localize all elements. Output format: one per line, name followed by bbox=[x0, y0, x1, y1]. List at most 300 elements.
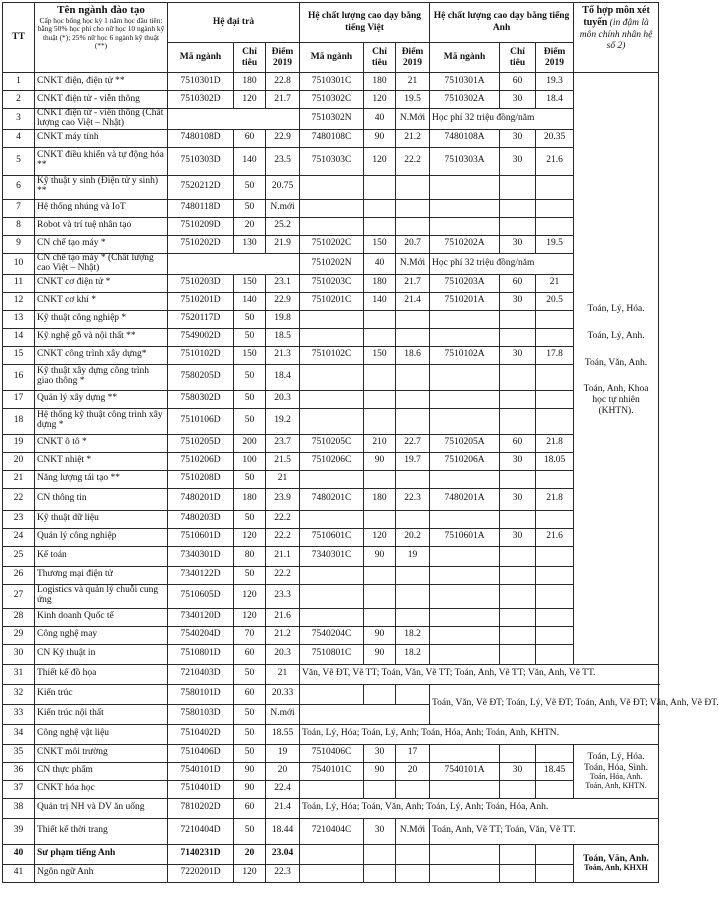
hq-en-empty bbox=[536, 175, 574, 199]
hq-vn-quota: 30 bbox=[364, 818, 396, 844]
row-number: 3 bbox=[3, 109, 35, 130]
hq-vn-score: 21.7 bbox=[396, 274, 430, 292]
major-name: Logistics và quản lý chuỗi cung ứng bbox=[35, 584, 168, 608]
regular-code: 7220201D bbox=[168, 864, 234, 882]
hq-en-score: 21.6 bbox=[536, 528, 574, 546]
regular-quota: 50 bbox=[234, 364, 266, 390]
regular-score: 20.33 bbox=[266, 684, 300, 704]
hq-en-score: 21.8 bbox=[536, 488, 574, 510]
header-vn-score: Điểm 2019 bbox=[396, 43, 430, 73]
hq-en-empty bbox=[536, 199, 574, 217]
regular-code: 7480201D bbox=[168, 488, 234, 510]
hq-en-empty bbox=[430, 644, 500, 664]
regular-score: 23.1 bbox=[266, 274, 300, 292]
hq-en-empty bbox=[430, 470, 500, 488]
regular-quota: 120 bbox=[234, 528, 266, 546]
hq-en-empty bbox=[500, 390, 536, 408]
row-number: 4 bbox=[3, 129, 35, 147]
regular-score: 18.5 bbox=[266, 328, 300, 346]
table-row bbox=[3, 818, 659, 844]
hq-en-empty bbox=[500, 744, 536, 762]
hq-vn-empty bbox=[364, 408, 396, 434]
header-regular-score: Điểm 2019 bbox=[266, 43, 300, 73]
regular-quota: 50 bbox=[234, 390, 266, 408]
major-name: Quản lý xây dựng ** bbox=[35, 390, 168, 408]
hq-en-score: 19.5 bbox=[536, 235, 574, 253]
hq-en-code: 7510303A bbox=[430, 147, 500, 175]
hq-en-empty bbox=[536, 864, 574, 882]
hq-vn-empty bbox=[396, 217, 430, 235]
regular-code: 7580302D bbox=[168, 390, 234, 408]
major-name: Quản lý công nghiệp bbox=[35, 528, 168, 546]
header-major-note: Cấp học bổng học kỳ 1 năm học đầu tiên: bằng 50% học phí cho nữ học 10 ngành kỹ thuật (*); 25% nữ học 6 ngành kỹ thuật (**) bbox=[37, 15, 165, 51]
regular-score: 20.3 bbox=[266, 390, 300, 408]
header-en-quota: Chỉ tiêu bbox=[500, 43, 536, 73]
subject-combination-wide: Văn, Vẽ ĐT, Vẽ TT; Toán, Văn, Vẽ TT; Toán, Anh, Vẽ TT; Văn, Anh, Vẽ TT. bbox=[300, 664, 659, 684]
hq-vn-empty bbox=[364, 844, 396, 864]
regular-score: 18.55 bbox=[266, 724, 300, 744]
hq-en-empty bbox=[430, 744, 500, 762]
hq-vn-code: 7540204C bbox=[300, 626, 364, 644]
table-row bbox=[3, 664, 659, 684]
hq-en-empty bbox=[500, 510, 536, 528]
hq-en-quota: 30 bbox=[500, 488, 536, 510]
header-vn-code: Mã ngành bbox=[300, 43, 364, 73]
major-name: CNKT môi trường bbox=[35, 744, 168, 762]
major-name: Kỹ nghệ gỗ và nội thất ** bbox=[35, 328, 168, 346]
table-row bbox=[3, 235, 659, 253]
hq-vn-quota: 150 bbox=[364, 346, 396, 364]
subject-combination-line: Toán, Lý, Hóa. bbox=[587, 303, 645, 314]
major-name: Kinh doanh Quốc tế bbox=[35, 608, 168, 626]
hq-en-empty bbox=[536, 608, 574, 626]
major-name: Thiết kế thời trang bbox=[35, 818, 168, 844]
hq-en-empty bbox=[536, 584, 574, 608]
major-name: CNKT điện tử - viễn thông (Chất lượng cao Việt – Nhật) bbox=[35, 109, 168, 130]
regular-code: 7810202D bbox=[168, 798, 234, 818]
hq-vn-empty bbox=[396, 864, 430, 882]
hq-vn-score: 17 bbox=[396, 744, 430, 762]
regular-quota: 50 bbox=[234, 704, 266, 724]
hq-en-score: 21 bbox=[536, 274, 574, 292]
table-row bbox=[3, 452, 659, 470]
subject-combination-engineering bbox=[574, 73, 659, 665]
hq-en-empty bbox=[500, 364, 536, 390]
table-row bbox=[3, 864, 659, 882]
row-number: 16 bbox=[3, 364, 35, 390]
regular-code: 7520212D bbox=[168, 175, 234, 199]
subject-combination-wide: Toán, Lý, Hóa; Toán, Lý, Anh; Toán, Hóa, Anh; Toán, Anh, KHTN. bbox=[300, 724, 659, 744]
hq-vn-empty bbox=[396, 608, 430, 626]
major-name: Robot và trí tuệ nhân tạo bbox=[35, 217, 168, 235]
hq-en-empty bbox=[430, 608, 500, 626]
regular-score: 21.9 bbox=[266, 235, 300, 253]
hq-en-empty bbox=[500, 626, 536, 644]
regular-score: 23.5 bbox=[266, 147, 300, 175]
regular-code: 7210403D bbox=[168, 664, 234, 684]
hq-en-empty bbox=[500, 780, 536, 798]
major-name: CNKT điện, điện tử ** bbox=[35, 73, 168, 91]
regular-quota: 50 bbox=[234, 328, 266, 346]
major-name: CNKT điều khiển và tự động hóa ** bbox=[35, 147, 168, 175]
hq-en-empty bbox=[536, 644, 574, 664]
hq-en-quota: 30 bbox=[500, 147, 536, 175]
hq-en-empty bbox=[430, 844, 500, 864]
regular-score: 21.5 bbox=[266, 452, 300, 470]
regular-code: 7510303D bbox=[168, 147, 234, 175]
regular-score: 21.1 bbox=[266, 546, 300, 566]
row-number: 38 bbox=[3, 798, 35, 818]
hq-en-quota: 60 bbox=[500, 274, 536, 292]
row-number: 30 bbox=[3, 644, 35, 664]
regular-code: 7510402D bbox=[168, 724, 234, 744]
hq-vn-quota: 40 bbox=[364, 109, 396, 130]
hq-en-quota: 30 bbox=[500, 452, 536, 470]
regular-code: 7510203D bbox=[168, 274, 234, 292]
hq-en-empty bbox=[500, 328, 536, 346]
header-tt: TT bbox=[3, 3, 35, 73]
major-name: Công nghệ may bbox=[35, 626, 168, 644]
hq-vn-score: 22.2 bbox=[396, 147, 430, 175]
hq-vn-score: 18.2 bbox=[396, 644, 430, 664]
regular-score: 23.7 bbox=[266, 434, 300, 452]
regular-quota: 60 bbox=[234, 684, 266, 704]
hq-vn-empty bbox=[300, 608, 364, 626]
hq-en-quota: 30 bbox=[500, 346, 536, 364]
hq-en-empty bbox=[430, 390, 500, 408]
major-name: Thiết kế đồ họa bbox=[35, 664, 168, 684]
hq-vn-score: 21.4 bbox=[396, 292, 430, 310]
hq-vn-empty bbox=[300, 844, 364, 864]
major-name: Kế toán bbox=[35, 546, 168, 566]
hq-en-empty bbox=[500, 566, 536, 584]
hq-vn-empty bbox=[364, 684, 396, 704]
hq-en-code: 7510206A bbox=[430, 452, 500, 470]
row-number: 26 bbox=[3, 566, 35, 584]
hq-en-empty bbox=[430, 364, 500, 390]
regular-code: 7340122D bbox=[168, 566, 234, 584]
hq-en-quota: 30 bbox=[500, 292, 536, 310]
header-combo-note: (in đậm là môn chính nhân hệ số 2) bbox=[579, 18, 653, 52]
table-row bbox=[3, 798, 659, 818]
hq-en-score: 21.8 bbox=[536, 434, 574, 452]
row-number: 14 bbox=[3, 328, 35, 346]
hq-en-score: 20.5 bbox=[536, 292, 574, 310]
hq-vn-code: 7340301C bbox=[300, 546, 364, 566]
major-name: CN Kỹ thuật in bbox=[35, 644, 168, 664]
regular-code: 7520117D bbox=[168, 310, 234, 328]
hq-vn-quota: 90 bbox=[364, 546, 396, 566]
row-number: 36 bbox=[3, 762, 35, 780]
hq-vn-score: N.Mới bbox=[396, 818, 430, 844]
hq-en-empty bbox=[430, 328, 500, 346]
hq-en-empty bbox=[500, 408, 536, 434]
regular-quota: 60 bbox=[234, 644, 266, 664]
table-row bbox=[3, 626, 659, 644]
hq-en-empty bbox=[500, 175, 536, 199]
hq-en-code: 7510205A bbox=[430, 434, 500, 452]
regular-score: 21.4 bbox=[266, 798, 300, 818]
hq-vn-empty bbox=[364, 175, 396, 199]
regular-score: 19.8 bbox=[266, 310, 300, 328]
hq-vn-quota: 150 bbox=[364, 235, 396, 253]
hq-vn-empty bbox=[364, 780, 396, 798]
table-row bbox=[3, 129, 659, 147]
hq-en-empty bbox=[536, 566, 574, 584]
hq-vn-empty bbox=[300, 864, 364, 882]
row-number: 25 bbox=[3, 546, 35, 566]
regular-quota: 50 bbox=[234, 724, 266, 744]
table-row bbox=[3, 780, 659, 798]
header-hq-english: Hệ chất lượng cao dạy bằng tiếng Anh bbox=[430, 3, 574, 43]
row-number: 37 bbox=[3, 780, 35, 798]
hq-vn-quota: 180 bbox=[364, 274, 396, 292]
subject-combination-line: Toán, Lý, Anh. bbox=[587, 330, 645, 341]
regular-quota: 50 bbox=[234, 175, 266, 199]
regular-code: 7580101D bbox=[168, 684, 234, 704]
regular-code: 7510201D bbox=[168, 292, 234, 310]
regular-score: 20.3 bbox=[266, 644, 300, 664]
hq-vn-empty bbox=[300, 510, 364, 528]
major-name: Hệ thống nhúng và IoT bbox=[35, 199, 168, 217]
hq-en-empty bbox=[500, 217, 536, 235]
hq-en-quota: 60 bbox=[500, 434, 536, 452]
regular-quota: 90 bbox=[234, 780, 266, 798]
major-name: CN thông tin bbox=[35, 488, 168, 510]
major-name: CNKT ô tô * bbox=[35, 434, 168, 452]
hq-vn-empty bbox=[396, 199, 430, 217]
regular-score: 22.2 bbox=[266, 510, 300, 528]
hq-vn-code: 7510801C bbox=[300, 644, 364, 664]
regular-code: 7510801D bbox=[168, 644, 234, 664]
hq-en-quota: 60 bbox=[500, 73, 536, 91]
hq-vn-quota: 90 bbox=[364, 762, 396, 780]
hq-vn-empty bbox=[396, 310, 430, 328]
regular-code: 7140231D bbox=[168, 844, 234, 864]
regular-score: 22.4 bbox=[266, 780, 300, 798]
row-number: 24 bbox=[3, 528, 35, 546]
row-number: 39 bbox=[3, 818, 35, 844]
regular-quota: 120 bbox=[234, 91, 266, 109]
regular-code: 7510601D bbox=[168, 528, 234, 546]
table-row bbox=[3, 274, 659, 292]
subject-combination-line: Toán, Anh, Khoa học tự nhiên (KHTN). bbox=[583, 384, 649, 417]
row-number: 21 bbox=[3, 470, 35, 488]
table-row bbox=[3, 253, 659, 274]
header-regular: Hệ đại trà bbox=[168, 3, 300, 43]
regular-score: 19 bbox=[266, 744, 300, 762]
hq-en-score: 18.45 bbox=[536, 762, 574, 780]
row-number: 20 bbox=[3, 452, 35, 470]
hq-en-empty bbox=[536, 844, 574, 864]
table-row bbox=[3, 608, 659, 626]
hq-en-empty bbox=[536, 328, 574, 346]
regular-quota: 50 bbox=[234, 408, 266, 434]
regular-score: 21.7 bbox=[266, 91, 300, 109]
hq-vn-quota: 90 bbox=[364, 129, 396, 147]
regular-quota: 150 bbox=[234, 346, 266, 364]
hq-vn-code: 7510301C bbox=[300, 73, 364, 91]
row-number: 28 bbox=[3, 608, 35, 626]
hq-vn-empty bbox=[396, 584, 430, 608]
regular-code-empty bbox=[168, 109, 300, 130]
hq-en-empty bbox=[430, 408, 500, 434]
hq-en-score: 19.3 bbox=[536, 73, 574, 91]
hq-vn-score: N.Mới bbox=[396, 109, 430, 130]
row-number: 13 bbox=[3, 310, 35, 328]
table-row bbox=[3, 73, 659, 91]
regular-quota: 50 bbox=[234, 199, 266, 217]
regular-quota: 120 bbox=[234, 608, 266, 626]
hq-vn-quota: 180 bbox=[364, 488, 396, 510]
major-name: Thương mại điện tử bbox=[35, 566, 168, 584]
hq-en-code: 7510301A bbox=[430, 73, 500, 91]
regular-quota: 50 bbox=[234, 566, 266, 584]
hq-vn-score: 22.7 bbox=[396, 434, 430, 452]
table-row bbox=[3, 310, 659, 328]
hq-vn-code: 7480201C bbox=[300, 488, 364, 510]
regular-score: 23.3 bbox=[266, 584, 300, 608]
hq-vn-empty bbox=[364, 510, 396, 528]
hq-vn-code: 7510302C bbox=[300, 91, 364, 109]
table-row bbox=[3, 566, 659, 584]
hq-vn-empty bbox=[364, 199, 396, 217]
hq-vn-code: 7510102C bbox=[300, 346, 364, 364]
table-row bbox=[3, 584, 659, 608]
regular-score: 22.3 bbox=[266, 864, 300, 882]
major-name: CNKT máy tính bbox=[35, 129, 168, 147]
regular-quota: 50 bbox=[234, 744, 266, 762]
regular-score: 20 bbox=[266, 762, 300, 780]
hq-vn-empty bbox=[300, 390, 364, 408]
hq-vn-quota: 120 bbox=[364, 528, 396, 546]
regular-quota: 90 bbox=[234, 762, 266, 780]
hq-en-empty bbox=[536, 390, 574, 408]
hq-vn-empty bbox=[300, 310, 364, 328]
hq-en-empty bbox=[430, 217, 500, 235]
hq-vn-quota: 90 bbox=[364, 626, 396, 644]
regular-code: 7510102D bbox=[168, 346, 234, 364]
table-row bbox=[3, 844, 659, 864]
hq-en-empty bbox=[500, 310, 536, 328]
regular-code: 7540204D bbox=[168, 626, 234, 644]
row-number: 6 bbox=[3, 175, 35, 199]
header-en-score: Điểm 2019 bbox=[536, 43, 574, 73]
hq-vn-empty bbox=[396, 780, 430, 798]
hq-vn-empty bbox=[396, 408, 430, 434]
hq-en-code: 7510102A bbox=[430, 346, 500, 364]
subject-combination-line: Toán, Lý, Hóa. bbox=[587, 752, 645, 763]
row-number: 11 bbox=[3, 274, 35, 292]
regular-score: 21.6 bbox=[266, 608, 300, 626]
regular-code: 7510301D bbox=[168, 73, 234, 91]
regular-quota: 20 bbox=[234, 844, 266, 864]
major-name: CNKT công trình xây dựng* bbox=[35, 346, 168, 364]
hq-en-empty bbox=[500, 470, 536, 488]
row-number: 33 bbox=[3, 704, 35, 724]
header-hq-vietnamese: Hệ chất lượng cao dạy bằng tiếng Việt bbox=[300, 3, 430, 43]
hq-en-empty bbox=[500, 644, 536, 664]
regular-score: 18.4 bbox=[266, 364, 300, 390]
hq-en-empty bbox=[536, 510, 574, 528]
header-subject-combination bbox=[574, 3, 659, 73]
hq-vn-code: 7510202C bbox=[300, 235, 364, 253]
hq-en-quota: 30 bbox=[500, 762, 536, 780]
regular-quota: 70 bbox=[234, 626, 266, 644]
hq-vn-empty bbox=[364, 864, 396, 882]
subject-combination-wide: Toán, Anh, Vẽ TT; Toán, Văn, Vẽ TT. bbox=[430, 818, 659, 844]
hq-vn-code: 7510206C bbox=[300, 452, 364, 470]
table-row bbox=[3, 488, 659, 510]
hq-en-empty bbox=[500, 199, 536, 217]
hq-vn-code: 7480108C bbox=[300, 129, 364, 147]
header-combo-title: Tổ hợp môn xét tuyển bbox=[582, 5, 650, 29]
row-number: 5 bbox=[3, 147, 35, 175]
hq-vn-empty bbox=[396, 175, 430, 199]
hq-vn-empty bbox=[300, 470, 364, 488]
row-number: 7 bbox=[3, 199, 35, 217]
hq-en-tuition-note: Học phí 32 triệu đồng/năm bbox=[430, 253, 574, 274]
major-name: Kiến trúc nội thất bbox=[35, 704, 168, 724]
row-number: 18 bbox=[3, 408, 35, 434]
hq-en-empty bbox=[536, 744, 574, 762]
hq-vn-quota: 140 bbox=[364, 292, 396, 310]
regular-score: 22.9 bbox=[266, 129, 300, 147]
hq-en-empty bbox=[430, 780, 500, 798]
hq-vn-empty bbox=[396, 566, 430, 584]
major-name: Hệ thống kỹ thuật công trình xây dựng * bbox=[35, 408, 168, 434]
regular-code: 7510205D bbox=[168, 434, 234, 452]
subject-combination-chemistry bbox=[574, 744, 659, 798]
regular-quota: 50 bbox=[234, 310, 266, 328]
regular-score: 18.44 bbox=[266, 818, 300, 844]
row-number: 19 bbox=[3, 434, 35, 452]
regular-code: 7580205D bbox=[168, 364, 234, 390]
major-name: CNKT cơ điện tử * bbox=[35, 274, 168, 292]
table-row bbox=[3, 147, 659, 175]
hq-vn-empty bbox=[396, 328, 430, 346]
regular-score: 20.75 bbox=[266, 175, 300, 199]
hq-vn-empty bbox=[364, 390, 396, 408]
hq-en-empty bbox=[500, 844, 536, 864]
hq-en-code: 7480201A bbox=[430, 488, 500, 510]
hq-en-code: 7540101A bbox=[430, 762, 500, 780]
regular-code: 7510208D bbox=[168, 470, 234, 488]
hq-vn-empty bbox=[300, 584, 364, 608]
table-row bbox=[3, 199, 659, 217]
hq-vn-code: 7540101C bbox=[300, 762, 364, 780]
regular-score: 22.2 bbox=[266, 528, 300, 546]
regular-score: 21.2 bbox=[266, 626, 300, 644]
hq-en-code: 7510601A bbox=[430, 528, 500, 546]
subject-combination-architecture: Toán, Văn, Vẽ ĐT; Toán, Lý, Vẽ ĐT; Toán, Anh, Vẽ ĐT; Văn, Anh, Vẽ ĐT. bbox=[430, 684, 659, 724]
regular-code: 7510202D bbox=[168, 235, 234, 253]
table-row bbox=[3, 217, 659, 235]
subject-combination-line: Toán, Hóa, Anh. bbox=[589, 772, 643, 782]
hq-en-empty bbox=[536, 364, 574, 390]
hq-vn-empty bbox=[300, 199, 364, 217]
subject-combination-english bbox=[574, 844, 659, 882]
major-name: CN chế tạo máy * (Chất lượng cao Việt – Nhật) bbox=[35, 253, 168, 274]
header-regular-code: Mã ngành bbox=[168, 43, 234, 73]
row-number: 34 bbox=[3, 724, 35, 744]
hq-vn-code: 7510201C bbox=[300, 292, 364, 310]
regular-quota: 100 bbox=[234, 452, 266, 470]
hq-en-empty bbox=[430, 310, 500, 328]
regular-code-empty bbox=[168, 253, 300, 274]
major-name: Kỹ thuật công nghiệp * bbox=[35, 310, 168, 328]
regular-score: 21 bbox=[266, 664, 300, 684]
